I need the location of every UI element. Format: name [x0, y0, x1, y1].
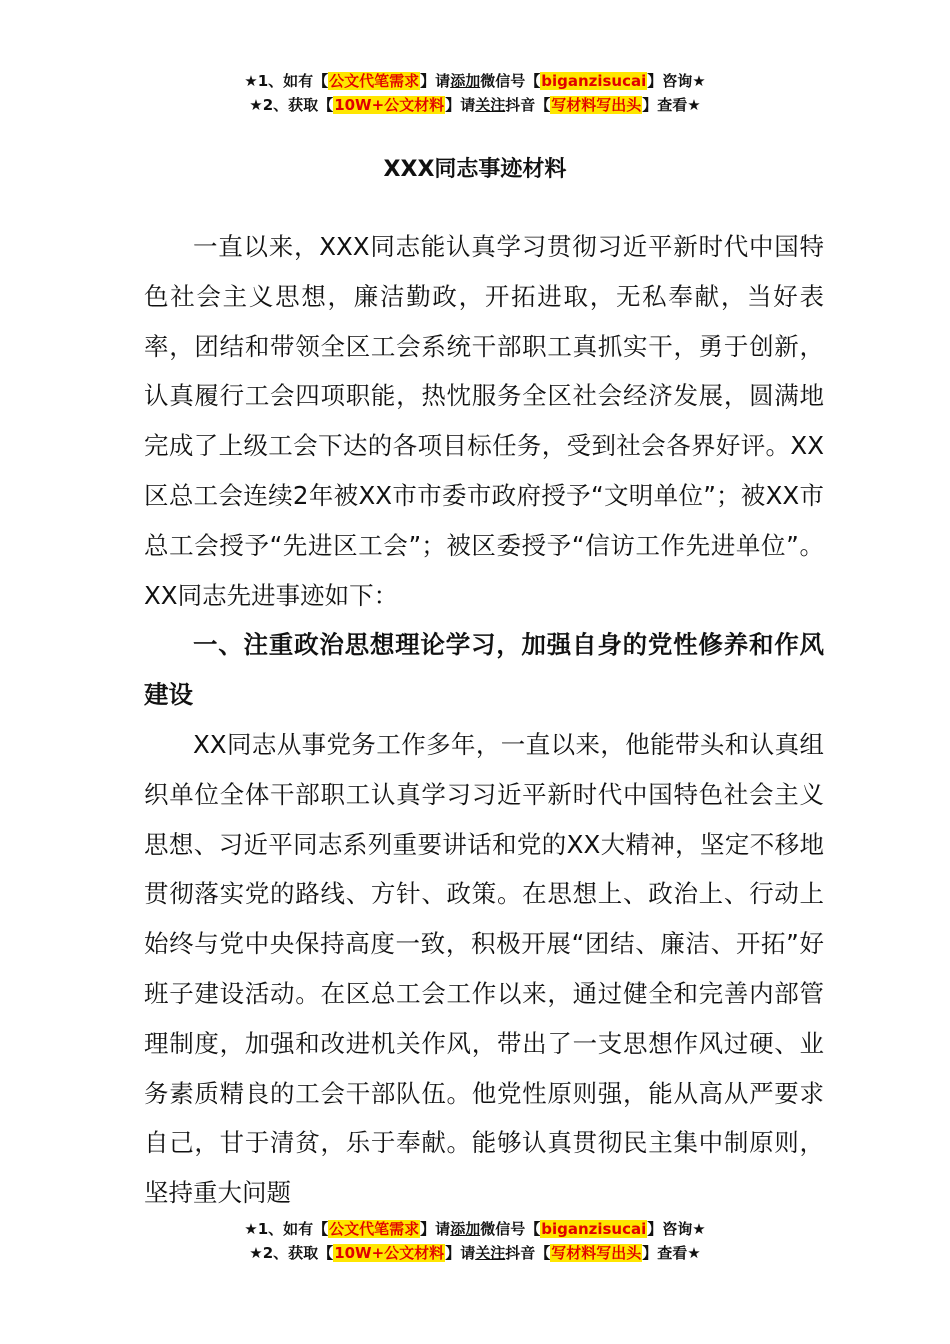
- document-title: XXX同志事迹材料: [383, 157, 567, 182]
- banner-text: 】请: [445, 1244, 476, 1262]
- banner-underlined-text: 关注: [475, 1244, 506, 1262]
- banner-underlined-text: 添加: [450, 1220, 481, 1238]
- highlight-writing-service: 公文代笔需求: [329, 72, 420, 90]
- banner-text: 】请: [445, 96, 476, 114]
- top-banner: [0, 69, 950, 117]
- banner-text: 】查看★: [642, 96, 701, 114]
- highlight-wechat-id: biganzisucai: [541, 72, 647, 90]
- banner-text: 抖音【: [505, 96, 551, 114]
- paragraph-intro: 一直以来，XXX同志能认真学习贯彻习近平新时代中国特色社会主义思想，廉洁勤政，开拓进取，无私奉献，当好表率，团结和带领全区工会系统干部职工真抓实干，勇于创新，认真履行工会四项职能，热忱服务全区社会经济发展，圆满地完成了上级工会下达的各项目标任务，受到社会各界好评。XX区总工会连续2年被XX市市委市政府授予“文明单位”；被XX市总工会授予“先进区工会”；被区委授予“信访工作先进单位”。XX同志先进事迹如下：: [144, 232, 824, 610]
- banner-underlined-text: 添加: [450, 72, 481, 90]
- highlight-materials: 10W+公文材料: [334, 96, 445, 114]
- highlight-wechat-id: biganzisucai: [541, 1220, 647, 1238]
- banner-line-1: [0, 1217, 950, 1241]
- banner-text: 】请: [420, 1220, 451, 1238]
- banner-text: 】咨询★: [647, 1220, 706, 1238]
- highlight-writing-service: 公文代笔需求: [329, 1220, 420, 1238]
- banner-text: 微信号【: [480, 1220, 541, 1238]
- document-body: [144, 222, 824, 1218]
- banner-text: ★2、获取【: [249, 1244, 334, 1262]
- banner-text: 】查看★: [642, 1244, 701, 1262]
- highlight-materials: 10W+公文材料: [334, 1244, 445, 1262]
- banner-line-1: [0, 69, 950, 93]
- banner-line-2: [0, 93, 950, 117]
- paragraph-section-1: XX同志从事党务工作多年，一直以来，他能带头和认真组织单位全体干部职工认真学习习近平新时代中国特色社会主义思想、习近平同志系列重要讲话和党的XX大精神，坚定不移地贯彻落实党的路线、方针、政策。在思想上、政治上、行动上始终与党中央保持高度一致，积极开展“团结、廉洁、开拓”好班子建设活动。在区总工会工作以来，通过健全和完善内部管理制度，加强和改进机关作风，带出了一支思想作风过硬、业务素质精良的工会干部队伍。他党性原则强，能从高从严要求自己，甘于清贫，乐于奉献。能够认真贯彻民主集中制原则，坚持重大问题: [144, 729, 824, 1208]
- highlight-douyin-account: 写材料写出头: [551, 1244, 642, 1262]
- banner-text: 微信号【: [480, 72, 541, 90]
- banner-text: ★2、获取【: [249, 96, 334, 114]
- banner-text: 】咨询★: [647, 72, 706, 90]
- banner-underlined-text: 关注: [475, 96, 506, 114]
- banner-line-2: [0, 1241, 950, 1265]
- banner-text: 】请: [420, 72, 451, 90]
- banner-text: 抖音【: [505, 1244, 551, 1262]
- banner-text: ★1、如有【: [244, 1220, 329, 1238]
- banner-text: ★1、如有【: [244, 72, 329, 90]
- highlight-douyin-account: 写材料写出头: [551, 96, 642, 114]
- bottom-banner: [0, 1217, 950, 1265]
- section-heading-1: 一、注重政治思想理论学习，加强自身的党性修养和作风建设: [144, 630, 824, 710]
